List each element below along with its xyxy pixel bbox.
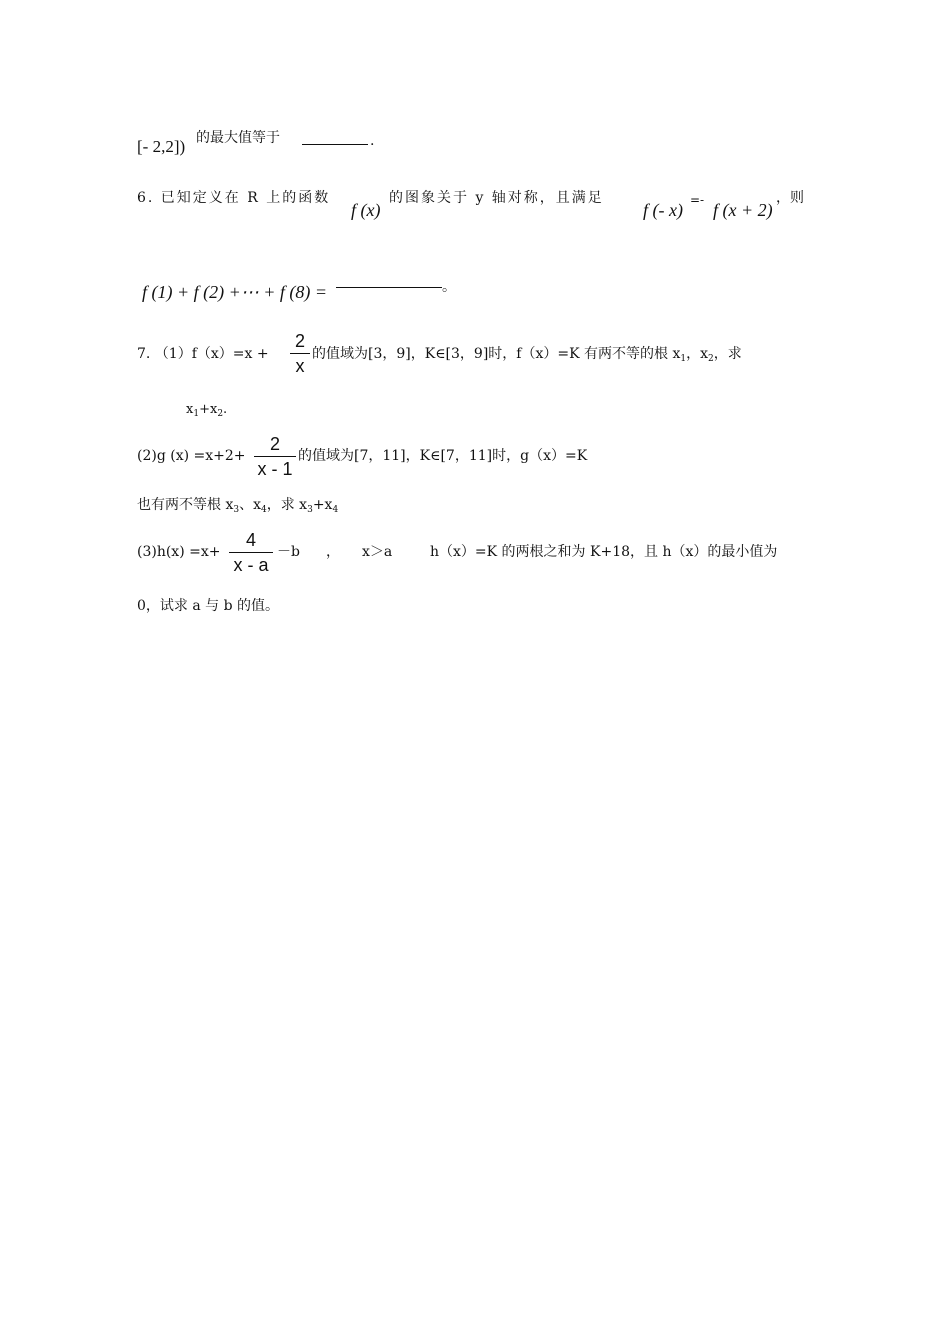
subscript: 2 — [708, 354, 714, 364]
q7-p2-denominator: x - 1 — [257, 459, 293, 479]
text: 、x — [239, 497, 261, 513]
q6-f-negx: f (- x) — [643, 200, 683, 220]
q7-p3-denominator: x - a — [233, 555, 269, 575]
answer-blank-q6 — [336, 287, 442, 288]
var: x — [186, 402, 194, 417]
q7-p1-rest-text: 的值域为[3，9]，K∈[3，9]时，f（x）=K 有两不等的根 x — [312, 346, 681, 362]
q7-p3-condition: x＞a — [362, 544, 393, 560]
q7-p3-line2: 0，试求 a 与 b 的值。 — [137, 598, 280, 614]
text: ，求 x — [266, 497, 308, 513]
q7-p2-line2 — [137, 495, 338, 520]
q6-sum-expression: f (1) + f (2) +⋯ + f (8) = — [142, 282, 328, 302]
q6-lead: 6. 已知定义在 R 上的函数 — [137, 190, 331, 206]
q7-p3-lead: (3)h(x) =x+ — [137, 544, 221, 560]
subscript: 1 — [193, 409, 200, 419]
fraction-bar — [254, 456, 296, 457]
text: +x — [312, 497, 333, 513]
q7-p3-minus-b: －b — [277, 544, 300, 560]
subscript: 1 — [680, 354, 687, 364]
q7-p1-end: ，求 — [713, 346, 742, 362]
q6-fx: f (x) — [351, 200, 381, 220]
answer-blank-q5 — [302, 144, 368, 145]
q7-p1-denominator: x — [295, 356, 305, 376]
q5-text: 的最大值等于 — [196, 130, 280, 146]
var: +x — [199, 402, 218, 417]
q7-p2-fraction — [254, 433, 296, 480]
subscript: 4 — [261, 505, 267, 515]
q6-then: ，则 — [776, 190, 804, 206]
q6-end: 。 — [442, 279, 456, 295]
q7-p1-rest — [312, 344, 742, 369]
q7-p1-numerator: 2 — [294, 331, 305, 351]
interval-expression: [- 2,2]) — [137, 137, 186, 156]
q6-eq: =- — [690, 193, 705, 207]
q7-p2-rest: 的值域为[7，11]，K∈[7，11]时，g（x）=K — [298, 448, 588, 464]
separator: ，x — [686, 346, 709, 362]
period: . — [223, 402, 228, 417]
q7-p3-fraction — [229, 529, 273, 576]
fraction-bar — [290, 353, 310, 354]
q7-p2-lead: (2)g (x) =x+2+ — [137, 448, 246, 464]
q7-p2-numerator: 2 — [269, 434, 280, 454]
q7-p3-numerator: 4 — [245, 530, 256, 550]
q6-mid: 的图象关于 y 轴对称，且满足 — [389, 190, 604, 206]
subscript: 3 — [307, 505, 313, 515]
fraction-bar — [229, 552, 273, 553]
q6-f-xplus2: f (x + 2) — [713, 200, 773, 220]
q7-p1-lead: 7. （1）f（x）=x + — [137, 346, 269, 362]
text: 也有两不等根 x — [137, 497, 234, 513]
q7-p1-line2 — [186, 400, 227, 424]
subscript: 3 — [233, 505, 240, 515]
q7-p3-rest: h（x）=K 的两根之和为 K+18，且 h（x）的最小值为 — [430, 544, 778, 560]
q7-p1-fraction — [290, 330, 310, 377]
subscript: 4 — [332, 505, 339, 515]
q5-period: . — [370, 133, 375, 149]
subscript: 2 — [217, 409, 224, 419]
q7-p3-comma: ， — [326, 544, 340, 560]
